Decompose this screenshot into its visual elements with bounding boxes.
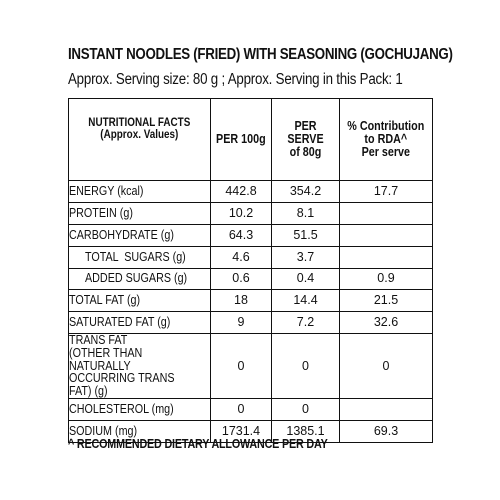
header-per-serve: PER SERVE of 80g [272, 99, 340, 181]
header-rda: % Contribution to RDA^ Per serve [340, 99, 433, 181]
table-row [69, 399, 433, 421]
serving-info: Approx. Serving size: 80 g ; Approx. Serving in this Pack: 1 [68, 71, 403, 88]
nutrient-name: ADDED SUGARS (g) [69, 268, 211, 290]
table-row [69, 246, 433, 268]
value-rda: 32.6 [340, 312, 433, 334]
nutrient-name: PROTEIN (g) [69, 202, 211, 224]
value-per-serve: 0.4 [272, 268, 340, 290]
table-row [69, 181, 433, 203]
value-per-100g: 1731.4 [211, 421, 272, 443]
nutrient-name: TRANS FAT (OTHER THAN NATURALLY OCCURRING TRANS FAT) (g) [69, 334, 211, 399]
value-rda: 0.9 [340, 268, 433, 290]
value-per-serve: 14.4 [272, 290, 340, 312]
value-rda [340, 246, 433, 268]
value-per-serve: 8.1 [272, 202, 340, 224]
value-per-100g: 9 [211, 312, 272, 334]
nutrient-name: SODIUM (mg) [69, 421, 211, 443]
value-rda: 17.7 [340, 181, 433, 203]
value-per-serve: 1385.1 [272, 421, 340, 443]
value-per-100g: 0 [211, 399, 272, 421]
value-rda [340, 399, 433, 421]
table-row [69, 202, 433, 224]
value-per-serve: 7.2 [272, 312, 340, 334]
table-row [69, 268, 433, 290]
nutrient-name: SATURATED FAT (g) [69, 312, 211, 334]
nutrient-name: CHOLESTEROL (mg) [69, 399, 211, 421]
table-header-row [69, 99, 433, 181]
value-rda [340, 202, 433, 224]
value-per-serve: 0 [272, 334, 340, 399]
value-per-100g: 4.6 [211, 246, 272, 268]
header-nutritional-facts: NUTRITIONAL FACTS (Approx. Values) [69, 99, 211, 181]
value-per-100g: 64.3 [211, 224, 272, 246]
nutrient-name: TOTAL SUGARS (g) [69, 246, 211, 268]
value-per-serve: 3.7 [272, 246, 340, 268]
value-per-serve: 354.2 [272, 181, 340, 203]
nutrient-name: ENERGY (kcal) [69, 181, 211, 203]
table-row [69, 312, 433, 334]
table-row [69, 334, 433, 399]
value-per-100g: 442.8 [211, 181, 272, 203]
table-row [69, 290, 433, 312]
header-per-100g: PER 100g [211, 99, 272, 181]
value-rda: 0 [340, 334, 433, 399]
value-per-100g: 10.2 [211, 202, 272, 224]
value-per-100g: 18 [211, 290, 272, 312]
product-title: INSTANT NOODLES (FRIED) WITH SEASONING (GOCHUJANG) [68, 46, 453, 63]
value-per-100g: 0.6 [211, 268, 272, 290]
value-rda: 69.3 [340, 421, 433, 443]
nutrient-name: CARBOHYDRATE (g) [69, 224, 211, 246]
footnote: ^ RECOMMENDED DIETARY ALLOWANCE PER DAY [68, 437, 328, 451]
value-rda [340, 224, 433, 246]
value-per-serve: 51.5 [272, 224, 340, 246]
value-per-serve: 0 [272, 399, 340, 421]
nutrient-name: TOTAL FAT (g) [69, 290, 211, 312]
nutrition-table [68, 98, 433, 443]
table-row [69, 224, 433, 246]
value-per-100g: 0 [211, 334, 272, 399]
value-rda: 21.5 [340, 290, 433, 312]
